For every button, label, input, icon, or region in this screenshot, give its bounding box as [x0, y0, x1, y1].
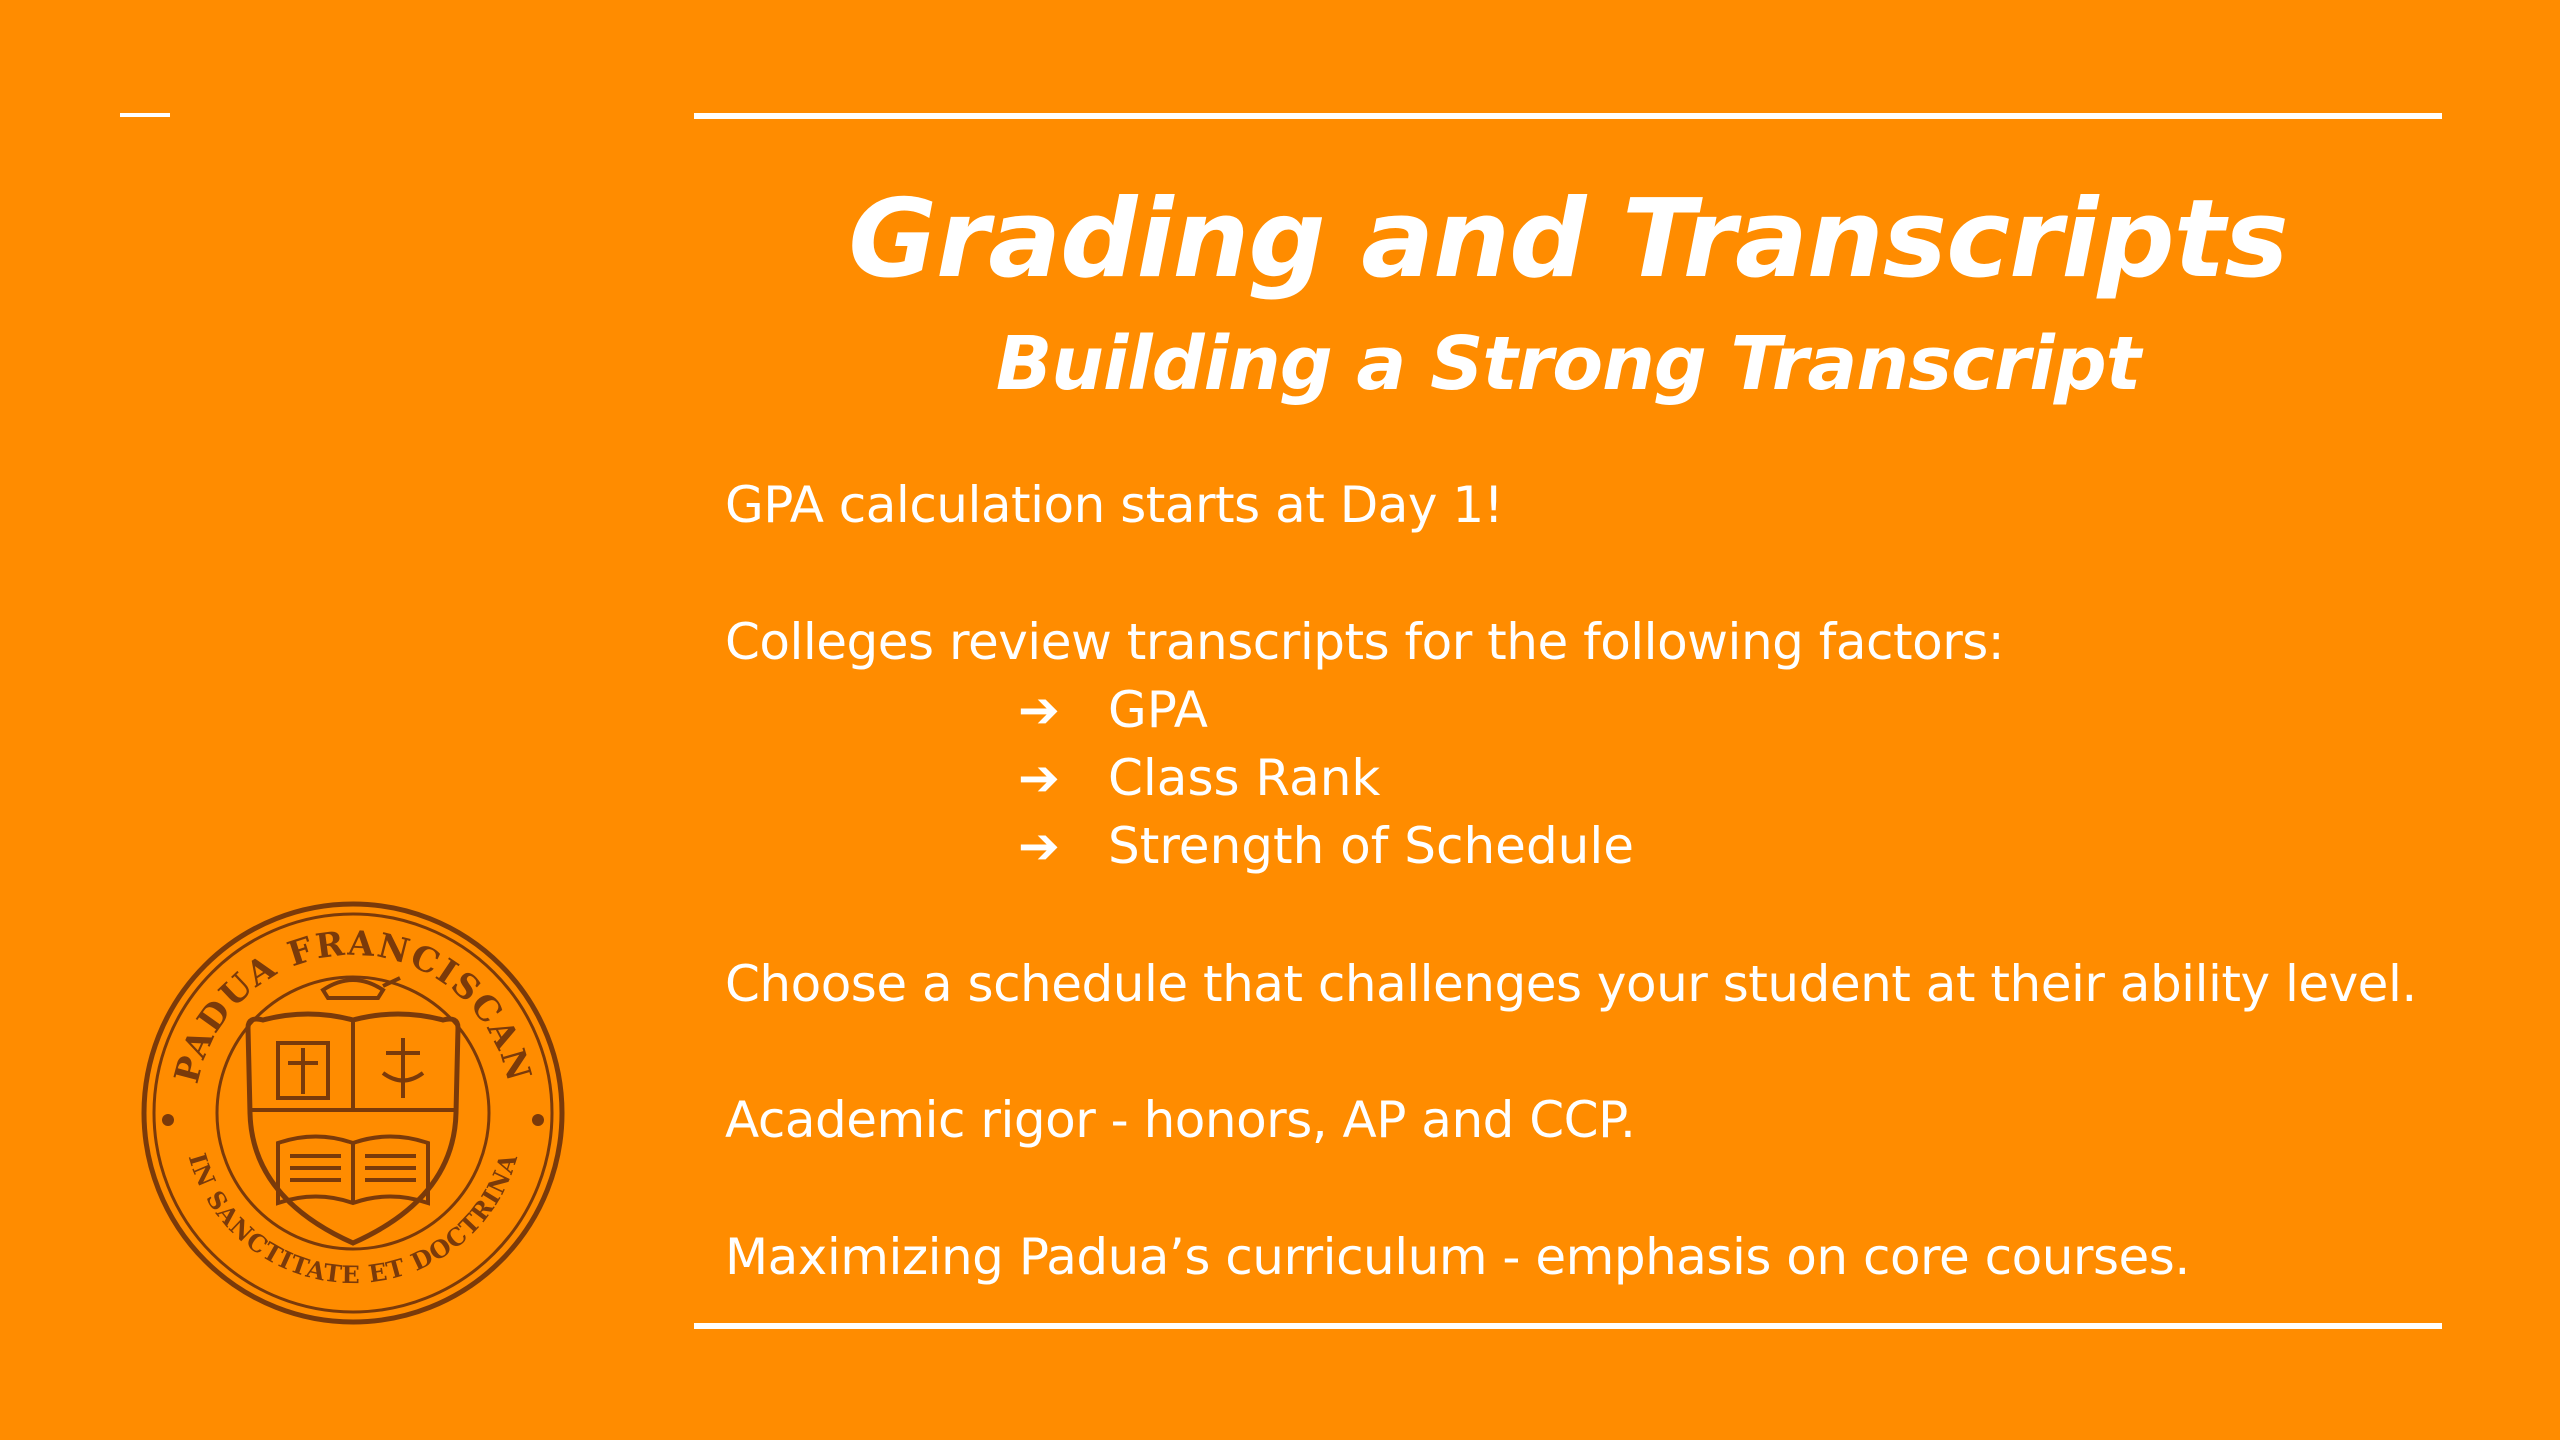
bullet-label: GPA [1108, 681, 1208, 739]
corner-dash [120, 113, 170, 117]
top-divider [694, 113, 2442, 119]
gpa-line: GPA calculation starts at Day 1! [725, 476, 1504, 534]
maximizing-curriculum-line: Maximizing Padua’s curriculum - emphasis on core courses. [725, 1228, 2190, 1286]
seal-top-text: PADUA FRANCISCAN [167, 923, 540, 1088]
choose-schedule-line: Choose a schedule that challenges your student at their ability level. [725, 955, 2417, 1013]
academic-rigor-line: Academic rigor - honors, AP and CCP. [725, 1091, 1636, 1149]
slide-title: Grading and Transcripts [848, 177, 2288, 302]
colleges-line: Colleges review transcripts for the following factors: [725, 613, 2005, 671]
seal-bottom-text: IN SANCTITATE ET DOCTRINA [182, 1149, 524, 1290]
bullet-label: Strength of Schedule [1108, 817, 1635, 875]
slide-subtitle: Building a Strong Transcript [995, 321, 2141, 407]
arrow-icon: ➔ [1018, 681, 1060, 739]
bottom-divider [694, 1323, 2442, 1329]
bullet-item [1018, 812, 1634, 880]
bullet-item [1018, 744, 1380, 812]
arrow-icon: ➔ [1018, 817, 1060, 875]
arrow-icon: ➔ [1018, 749, 1060, 807]
bullet-label: Class Rank [1108, 749, 1381, 807]
bullet-item [1018, 676, 1208, 744]
padua-seal-logo [138, 898, 568, 1328]
